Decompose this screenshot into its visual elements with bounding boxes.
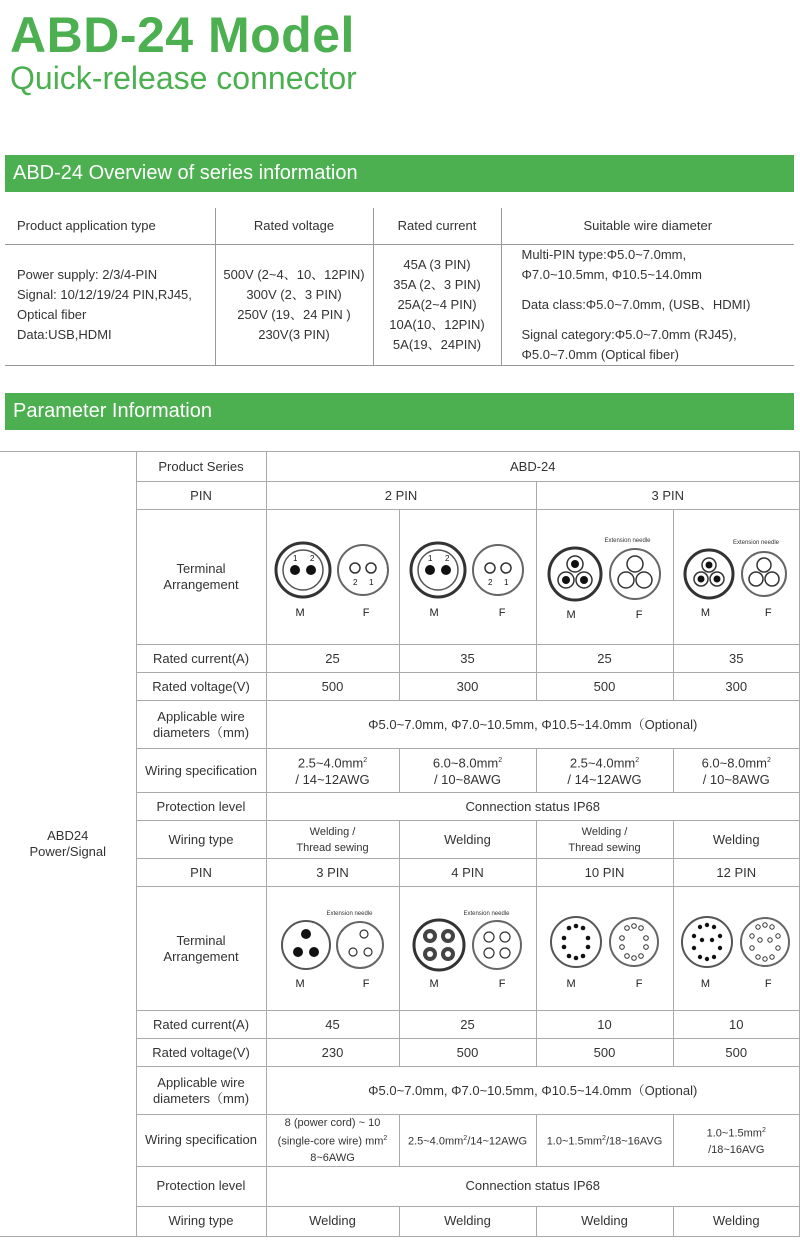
connector-diagram — [678, 912, 794, 972]
label-rated-voltage: Rated voltage(V) — [136, 673, 266, 701]
type-line: Thread sewing — [568, 841, 641, 854]
label-rated-current: Rated current(A) — [136, 1011, 266, 1039]
terminal-mf-labels — [674, 605, 800, 621]
spec-line: /18~16AVG — [605, 1135, 663, 1148]
wiring-spec-value: $1.0\sim 1.5mm^2/18\sim 16AVG$ — [536, 1115, 673, 1167]
wiring-type-value: Welding — [399, 1206, 536, 1236]
extension-needle-label: Extension needle — [732, 539, 779, 546]
svg-text:1: 1 — [368, 578, 373, 587]
female-label: F — [635, 608, 643, 621]
wiring-spec-value: $6.0\sim 8.0mm^2$ / 10~8AWG — [673, 749, 800, 793]
label-line: Terminal — [176, 932, 226, 948]
type-line: Welding / — [309, 825, 356, 838]
label-pin: PIN — [136, 482, 266, 510]
spec-line: /18~16AVG — [708, 1143, 765, 1156]
label-rated-voltage: Rated voltage(V) — [136, 1039, 266, 1067]
svg-text:2: 2 — [487, 578, 492, 587]
label-product-series: Product Series — [136, 452, 266, 482]
spec-line: /14~12AWG — [467, 1135, 528, 1148]
rated-current-value: 45 — [266, 1011, 399, 1039]
female-label: F — [764, 977, 772, 990]
voltage-line: 500V (2~4、10、12PIN) — [223, 266, 365, 282]
rated-voltage-value: 500 — [536, 673, 673, 701]
connector-diagram — [410, 918, 526, 972]
svg-text:1: 1 — [503, 578, 508, 587]
row-product-series — [0, 452, 800, 482]
spec-line: 2.5~4.0mm — [569, 755, 636, 771]
voltage-line: 300V (2、3 PIN) — [246, 286, 342, 302]
application-line: Signal: 10/12/19/24 PIN,RJ45, — [17, 286, 192, 302]
svg-text:2: 2 — [352, 578, 357, 587]
wiring-type-value: Welding — [673, 821, 800, 859]
pin-group-2: 2 PIN — [266, 482, 536, 510]
type-line: Thread sewing — [296, 841, 369, 854]
overview-table — [5, 208, 794, 366]
wire-line: Data class:Φ5.0~7.0mm, (USB、HDMI) — [521, 296, 751, 312]
connector-diagram — [278, 918, 388, 972]
type-line: Welding / — [581, 825, 628, 838]
page-subtitle: Quick-release connector — [10, 60, 357, 96]
wiring-type-value: Welding — [399, 821, 536, 859]
pin-group-3: 3 PIN — [536, 482, 800, 510]
terminal-mf-labels — [537, 607, 673, 623]
terminal-12pin-10a — [673, 887, 800, 1011]
wire-line: Signal category:Φ5.0~7.0mm (RJ45), — [521, 326, 737, 342]
group-label-line: Power/Signal — [29, 843, 107, 859]
male-label: M — [295, 978, 305, 990]
voltage-line: 250V (19、24 PIN ) — [237, 306, 351, 322]
female-label: F — [764, 606, 772, 619]
female-label: F — [362, 978, 370, 990]
svg-text:1: 1 — [427, 554, 432, 563]
rated-current-value: 10 — [673, 1011, 800, 1039]
spec-line: 1.0~1.5mm — [546, 1135, 603, 1148]
label-line: Applicable wire — [157, 1074, 245, 1090]
label-protection: Protection level — [136, 1166, 266, 1206]
connector-diagram — [681, 547, 791, 601]
overview-data-row — [5, 244, 794, 365]
wiring-spec-value: $1.0\sim 1.5mm^2$ /18~16AVG — [673, 1115, 800, 1167]
wire-diameter-value: Φ5.0~7.0mm, Φ7.0~10.5mm, Φ10.5~14.0mm（Optional) — [266, 1067, 800, 1115]
overview-voltage-cell — [215, 244, 373, 365]
overview-header-current: Rated current — [373, 208, 501, 244]
connector-diagram — [545, 545, 665, 603]
terminal-mf-labels — [674, 976, 800, 992]
rated-current-value: 25 — [266, 645, 399, 673]
connector-diagram — [273, 539, 393, 601]
male-label: M — [429, 607, 439, 619]
male-label: M — [700, 606, 711, 619]
wiring-spec-value: 8 (power cord) ~ 10 (single-core wire) $mm^2$ 8~6AWG — [266, 1115, 399, 1167]
pin-value: 3 PIN — [266, 859, 399, 887]
male-label: M — [566, 977, 576, 990]
label-terminal-arrangement — [136, 887, 266, 1011]
application-line: Data:USB,HDMI — [17, 326, 112, 342]
wiring-spec-value: $2.5\sim 4.0mm^2$ / 14~12AWG — [536, 749, 673, 793]
label-protection: Protection level — [136, 793, 266, 821]
spec-line: (single-core wire) mm — [277, 1135, 384, 1148]
label-wiring-spec: Wiring specification — [136, 1115, 266, 1167]
pin-value: 12 PIN — [673, 859, 800, 887]
label-line: Terminal — [176, 561, 226, 576]
connector-diagram — [547, 912, 663, 972]
overview-header-voltage: Rated voltage — [215, 208, 373, 244]
spec-line: 1.0~1.5mm — [706, 1127, 762, 1140]
current-line: 5A(19、24PIN) — [392, 336, 482, 352]
wiring-type-value — [266, 821, 399, 859]
label-rated-current: Rated current(A) — [136, 645, 266, 673]
protection-value: Connection status IP68 — [266, 793, 800, 821]
rated-voltage-value: 500 — [399, 1039, 536, 1067]
terminal-4pin-25a — [399, 887, 536, 1011]
terminal-2pin-35a — [399, 510, 536, 645]
terminal-3pin-45a — [266, 887, 399, 1011]
terminal-10pin-10a — [536, 887, 673, 1011]
rated-current-value: 10 — [536, 1011, 673, 1039]
spec-line: / 10~8AWG — [433, 771, 502, 787]
wiring-spec-value: $6.0\sim 8.0mm^2$ / 10~8AWG — [399, 749, 536, 793]
wire-line: Multi-PIN type:Φ5.0~7.0mm, — [521, 246, 687, 262]
parameter-table — [0, 451, 800, 1237]
female-label: F — [635, 977, 643, 990]
rated-current-value: 25 — [399, 1011, 536, 1039]
overview-header-application: Product application type — [5, 208, 215, 244]
spec-line: / 14~12AWG — [567, 771, 642, 787]
spec-line: 8~6AWG — [310, 1151, 355, 1164]
extension-needle-label: Extension needle — [326, 911, 373, 917]
male-label: M — [429, 978, 439, 990]
terminal-3pin-35a — [673, 510, 800, 645]
svg-text:2: 2 — [309, 554, 314, 563]
series-group-label — [0, 452, 136, 1237]
spec-line: 8 (power cord) ~ 10 — [284, 1117, 381, 1129]
rated-current-value: 35 — [673, 645, 800, 673]
label-wire-diameter — [136, 1067, 266, 1115]
terminal-mf-labels — [267, 605, 399, 621]
label-line: Arrangement — [163, 577, 239, 592]
rated-voltage-value: 300 — [673, 673, 800, 701]
spec-line: 6.0~8.0mm — [432, 755, 499, 771]
terminal-mf-labels — [267, 976, 399, 992]
current-line: 35A (2、3 PIN) — [393, 276, 481, 292]
rated-current-value: 35 — [399, 645, 536, 673]
male-label: M — [700, 977, 711, 990]
label-wiring-type: Wiring type — [136, 1206, 266, 1236]
overview-current-cell — [373, 244, 501, 365]
label-line: Arrangement — [163, 948, 239, 964]
rated-voltage-value: 300 — [399, 673, 536, 701]
male-label: M — [295, 607, 305, 619]
spec-line: / 10~8AWG — [702, 771, 770, 787]
female-label: F — [362, 607, 370, 619]
overview-header-wire: Suitable wire diameter — [501, 208, 794, 244]
label-wiring-spec: Wiring specification — [136, 749, 266, 793]
spec-line: / 14~12AWG — [295, 771, 370, 787]
wiring-type-value: Welding — [266, 1206, 399, 1236]
current-line: 25A(2~4 PIN) — [397, 296, 477, 312]
parameter-section-header: Parameter Information — [5, 393, 794, 430]
overview-section-header: ABD-24 Overview of series information — [5, 155, 794, 192]
wiring-spec-value: $2.5\sim 4.0mm^2$ / 14~12AWG — [266, 749, 399, 793]
rated-voltage-value: 500 — [673, 1039, 800, 1067]
group-label-line: ABD24 — [47, 827, 89, 843]
overview-wire-cell — [501, 244, 794, 365]
wire-diameter-value: Φ5.0~7.0mm, Φ7.0~10.5mm, Φ10.5~14.0mm（Optional) — [266, 701, 800, 749]
product-series-value: ABD-24 — [266, 452, 800, 482]
label-wire-diameter — [136, 701, 266, 749]
current-line: 10A(10、12PIN) — [389, 316, 485, 332]
overview-header-row — [5, 208, 794, 244]
label-terminal-arrangement — [136, 510, 266, 645]
connector-diagram — [408, 539, 528, 601]
application-line: Power supply: 2/3/4-PIN — [17, 266, 158, 282]
wire-line: Φ7.0~10.5mm, Φ10.5~14.0mm — [521, 266, 702, 282]
application-line: Optical fiber — [17, 306, 87, 322]
terminal-2pin-25a — [266, 510, 399, 645]
extension-needle-label: Extension needle — [604, 537, 651, 544]
spec-line: 2.5~4.0mm — [407, 1135, 464, 1148]
svg-text:1: 1 — [292, 554, 297, 563]
pin-value: 4 PIN — [399, 859, 536, 887]
terminal-mf-labels — [400, 976, 536, 992]
label-line: Applicable wire — [157, 708, 245, 724]
spec-line: 2.5~4.0mm — [297, 755, 364, 771]
wiring-spec-value: $2.5\sim 4.0mm^2/14\sim 12AWG$ — [399, 1115, 536, 1167]
female-label: F — [498, 607, 506, 619]
extension-needle-label: Extension needle — [463, 911, 510, 917]
pin-value: 10 PIN — [536, 859, 673, 887]
protection-value: Connection status IP68 — [266, 1166, 800, 1206]
page-title: ABD-24 Model — [10, 7, 355, 63]
wiring-type-value: Welding — [536, 1206, 673, 1236]
rated-voltage-value: 500 — [266, 673, 399, 701]
wiring-type-value: Welding — [673, 1206, 800, 1236]
rated-voltage-value: 500 — [536, 1039, 673, 1067]
male-label: M — [566, 608, 576, 621]
terminal-3pin-25a — [536, 510, 673, 645]
rated-current-value: 25 — [536, 645, 673, 673]
label-pin: PIN — [136, 859, 266, 887]
current-line: 45A (3 PIN) — [403, 256, 471, 272]
wire-line: Φ5.0~7.0mm (Optical fiber) — [521, 346, 679, 362]
label-line: diameters（mm) — [152, 1090, 250, 1106]
label-line: diameters（mm) — [152, 724, 250, 740]
terminal-mf-labels — [400, 605, 536, 621]
overview-application-cell — [5, 244, 215, 365]
wiring-type-value — [536, 821, 673, 859]
svg-text:2: 2 — [444, 554, 449, 563]
female-label: F — [498, 978, 506, 990]
spec-line: 6.0~8.0mm — [701, 755, 767, 771]
voltage-line: 230V(3 PIN) — [258, 326, 330, 342]
label-wiring-type: Wiring type — [136, 821, 266, 859]
rated-voltage-value: 230 — [266, 1039, 399, 1067]
terminal-mf-labels — [537, 976, 673, 992]
